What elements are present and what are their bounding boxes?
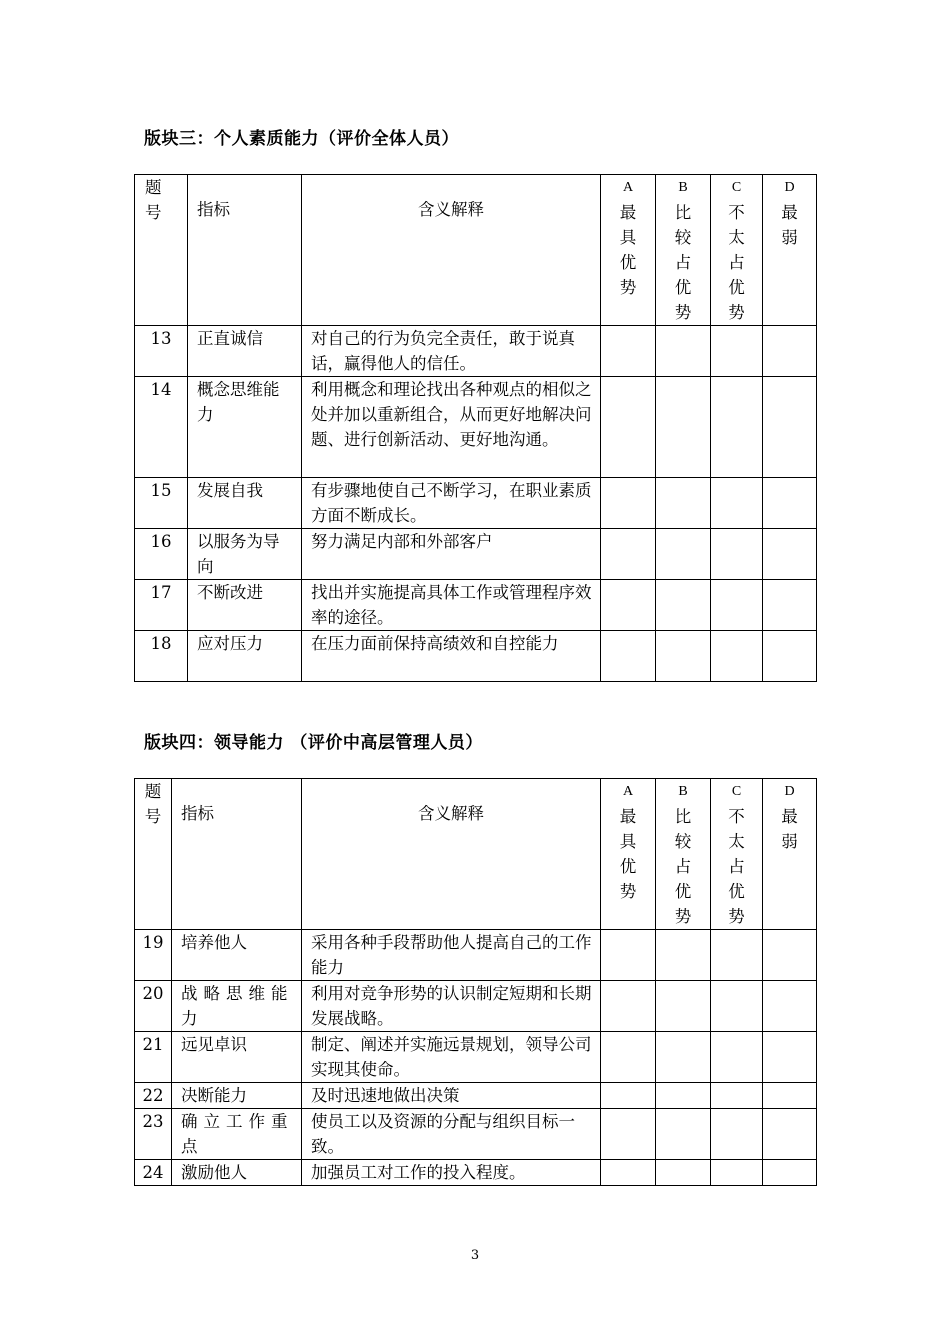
rating-cell-a[interactable] [601,1109,656,1160]
table-row [135,981,817,1032]
page-number: 3 [470,1248,480,1263]
row-indicator: 决断能力 [172,1083,302,1109]
row-indicator: 发展自我 [188,478,302,529]
rating-cell-b[interactable] [656,529,711,580]
section-title-3: 版块三：个人素质能力（评价全体人员） [144,129,459,149]
rating-cell-b[interactable] [656,1160,711,1186]
table-row [135,930,817,981]
rating-cell-d[interactable] [763,478,817,529]
row-meaning: 对自己的行为负完全责任，敢于说真话，赢得他人的信任。 [302,326,601,377]
rating-cell-c[interactable] [711,326,763,377]
row-meaning: 在压力面前保持高绩效和自控能力 [302,631,601,682]
row-indicator: 概念思维能力 [188,377,302,478]
header-grade-c: C 不太占优势 [711,175,763,326]
row-meaning: 找出并实施提高具体工作或管理程序效率的途径。 [302,580,601,631]
row-indicator: 以服务为导向 [188,529,302,580]
rating-cell-a[interactable] [601,478,656,529]
rating-cell-c[interactable] [711,377,763,478]
rating-cell-c[interactable] [711,529,763,580]
rating-cell-d[interactable] [763,1109,817,1160]
row-no: 18 [135,631,188,682]
rating-cell-c[interactable] [711,1032,763,1083]
rating-cell-a[interactable] [601,981,656,1032]
rating-cell-d[interactable] [763,377,817,478]
header-grade-c: C 不太占优势 [711,779,763,930]
row-indicator: 不断改进 [188,580,302,631]
rating-cell-b[interactable] [656,981,711,1032]
section-title-4: 版块四：领导能力 （评价中高层管理人员） [144,733,483,753]
row-indicator: 激励他人 [172,1160,302,1186]
row-meaning: 利用对竞争形势的认识制定短期和长期发展战略。 [302,981,601,1032]
rating-cell-d[interactable] [763,529,817,580]
header-indicator: 指标 [172,779,302,930]
row-no: 13 [135,326,188,377]
row-indicator: 确立工作重点 [172,1109,302,1160]
rating-cell-d[interactable] [763,326,817,377]
table-row [135,326,817,377]
table-row [135,631,817,682]
row-no: 22 [135,1083,172,1109]
rating-cell-a[interactable] [601,930,656,981]
row-no: 17 [135,580,188,631]
rating-cell-a[interactable] [601,1083,656,1109]
header-grade-b: B 比较占优势 [656,175,711,326]
rating-cell-a[interactable] [601,631,656,682]
row-no: 19 [135,930,172,981]
row-meaning: 有步骤地使自己不断学习，在职业素质方面不断成长。 [302,478,601,529]
rating-cell-d[interactable] [763,580,817,631]
rating-cell-a[interactable] [601,1032,656,1083]
header-no: 题号 [135,175,188,326]
row-no: 23 [135,1109,172,1160]
row-no: 15 [135,478,188,529]
table-row [135,529,817,580]
row-meaning: 努力满足内部和外部客户 [302,529,601,580]
rating-cell-b[interactable] [656,631,711,682]
row-indicator: 应对压力 [188,631,302,682]
rating-cell-d[interactable] [763,1160,817,1186]
table-header-row [135,779,817,930]
rating-cell-c[interactable] [711,1160,763,1186]
rating-cell-c[interactable] [711,580,763,631]
table-row [135,377,817,478]
table-row [135,1032,817,1083]
row-no: 20 [135,981,172,1032]
rating-cell-c[interactable] [711,930,763,981]
table-row [135,1160,817,1186]
rating-cell-a[interactable] [601,1160,656,1186]
rating-cell-a[interactable] [601,580,656,631]
rating-cell-b[interactable] [656,377,711,478]
rating-cell-d[interactable] [763,631,817,682]
row-meaning: 利用概念和理论找出各种观点的相似之处并加以重新组合，从而更好地解决问题、进行创新活动、更好地沟通。 [302,377,601,478]
rating-cell-b[interactable] [656,1032,711,1083]
row-meaning: 使员工以及资源的分配与组织目标一致。 [302,1109,601,1160]
row-no: 21 [135,1032,172,1083]
table-row [135,1083,817,1109]
rating-cell-a[interactable] [601,377,656,478]
row-indicator: 培养他人 [172,930,302,981]
row-meaning: 制定、阐述并实施远景规划，领导公司实现其使命。 [302,1032,601,1083]
table-personal-qualities [134,174,817,682]
rating-cell-b[interactable] [656,326,711,377]
rating-cell-b[interactable] [656,478,711,529]
rating-cell-c[interactable] [711,1083,763,1109]
row-meaning: 及时迅速地做出决策 [302,1083,601,1109]
rating-cell-d[interactable] [763,981,817,1032]
rating-cell-c[interactable] [711,631,763,682]
rating-cell-b[interactable] [656,930,711,981]
rating-cell-d[interactable] [763,1032,817,1083]
row-meaning: 加强员工对工作的投入程度。 [302,1160,601,1186]
header-grade-a: A 最具优势 [601,779,656,930]
rating-cell-b[interactable] [656,1083,711,1109]
header-grade-d: D 最弱 [763,779,817,930]
rating-cell-d[interactable] [763,1083,817,1109]
row-indicator: 远见卓识 [172,1032,302,1083]
table-leadership [134,778,817,1186]
rating-cell-b[interactable] [656,580,711,631]
rating-cell-c[interactable] [711,478,763,529]
rating-cell-a[interactable] [601,326,656,377]
row-no: 16 [135,529,188,580]
header-grade-a: A 最具优势 [601,175,656,326]
rating-cell-d[interactable] [763,930,817,981]
rating-cell-b[interactable] [656,1109,711,1160]
header-indicator: 指标 [188,175,302,326]
header-grade-d: D 最弱 [763,175,817,326]
header-meaning: 含义解释 [302,779,601,930]
row-meaning: 采用各种手段帮助他人提高自己的工作能力 [302,930,601,981]
row-indicator: 正直诚信 [188,326,302,377]
header-grade-b: B 比较占优势 [656,779,711,930]
table-header-row [135,175,817,326]
rating-cell-c[interactable] [711,981,763,1032]
header-no: 题号 [135,779,172,930]
header-meaning: 含义解释 [302,175,601,326]
row-no: 24 [135,1160,172,1186]
table-row [135,1109,817,1160]
rating-cell-a[interactable] [601,529,656,580]
rating-cell-c[interactable] [711,1109,763,1160]
table-row [135,478,817,529]
row-no: 14 [135,377,188,478]
row-indicator: 战略思维能力 [172,981,302,1032]
table-row [135,580,817,631]
